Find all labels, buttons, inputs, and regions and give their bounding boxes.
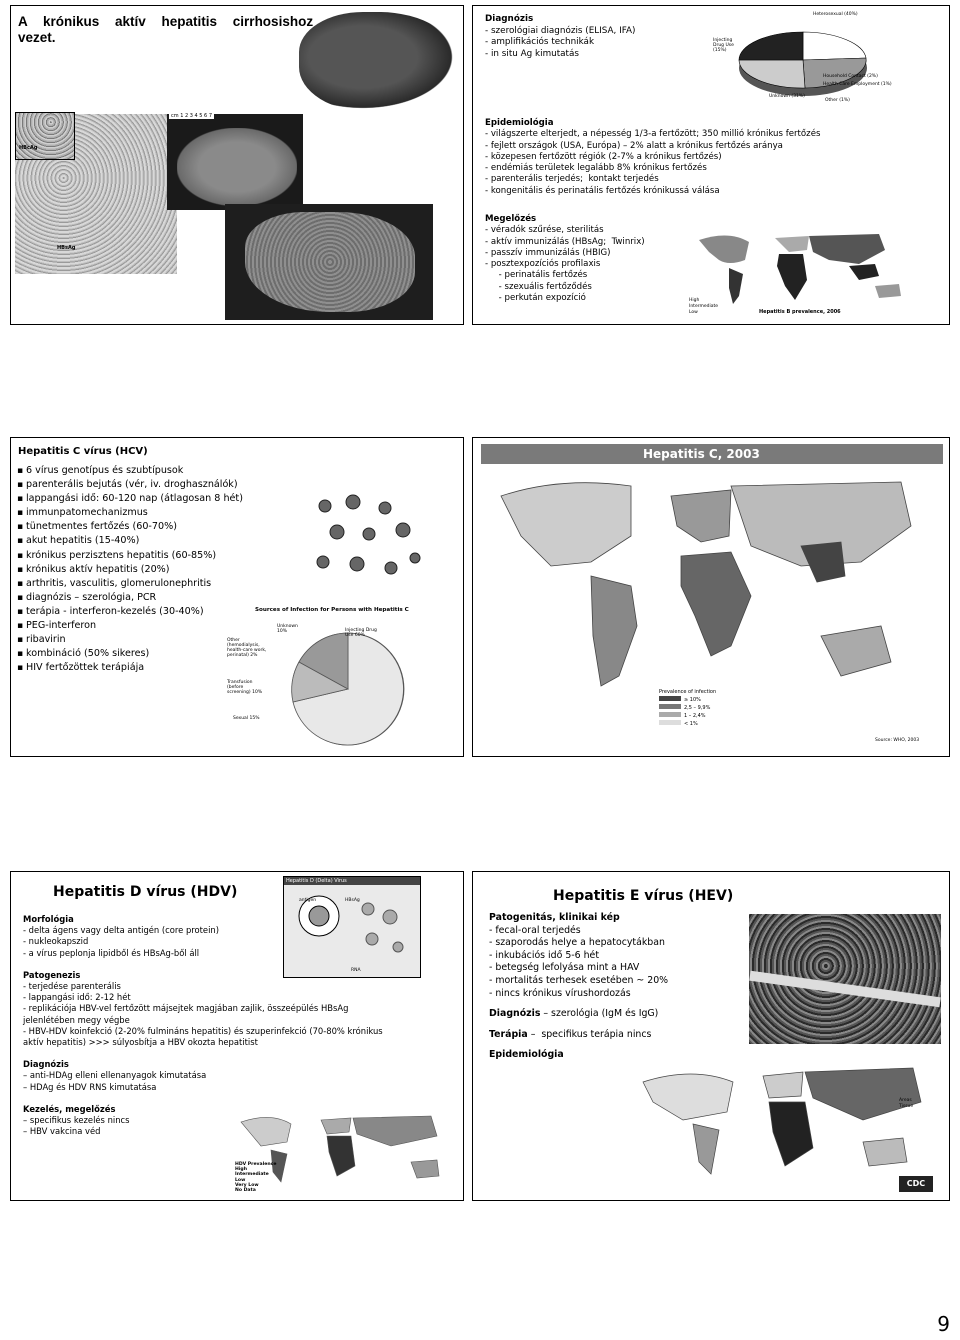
hev-map-legend: Areas [899, 1098, 912, 1103]
slide-4 [472, 437, 950, 757]
legend-item: Low [235, 1177, 246, 1183]
pie-label: Injecting Drug Use 60% [345, 628, 377, 638]
diagnosis-line: - amplifikációs technikák [485, 37, 595, 47]
epi-line: - endémiás területek legalább 8% krónikus fertőzés [485, 163, 707, 174]
hdv-legend [235, 1162, 276, 1193]
bullet-item: ▪ parenterális bejutás (vér, iv. droghasználók) [17, 478, 243, 492]
legend-title: HDV Prevalence [235, 1162, 277, 1167]
hcv-sources-pie [273, 624, 423, 754]
hdv-image-label: HBsAg [345, 898, 360, 903]
legend-item: Very Low [235, 1182, 259, 1188]
hev-map-legend: Tissue [899, 1104, 914, 1109]
prev-line: - passzív immunizálás (HBIG) [485, 247, 611, 258]
text-line: - betegség lefolyása mint a HAV [489, 962, 640, 974]
prevention-block [485, 214, 645, 304]
epi-line: - parenterális terjedés; kontakt terjedés [485, 174, 659, 185]
legend-item: 1 – 2,4% [659, 712, 739, 720]
text-line: - inkubációs idő 5-6 hét [489, 949, 599, 961]
bullet-item: ▪ ribavirin [17, 633, 243, 647]
diagnosis-line: Diagnózis – szerológia (IgM és IgG) [489, 1008, 659, 1020]
text-line: - szaporodás helye a hepatocytákban [489, 937, 665, 949]
pie-label: Other (1%) [825, 98, 850, 103]
hdv-image-label: RNA [351, 968, 361, 973]
text-line: – HDAg és HDV RNS kimutatása [23, 1081, 157, 1092]
diagnosis-block [485, 14, 635, 60]
page-number: 9 [937, 1312, 950, 1336]
cdc-logo: CDC [899, 1176, 933, 1192]
bullet-item: ▪ arthritis, vasculitis, glomerulonephritis [17, 577, 243, 591]
liver-section-photo [167, 114, 303, 210]
epi-line: - közepesen fertőzött régiók (2-7% a krónikus fertőzés) [485, 151, 722, 162]
ruler-label: cm 1 2 3 4 5 6 7 [171, 113, 213, 119]
diagnosis-line: - in situ Ag kimutatás [485, 48, 579, 59]
bullet-item: ▪ akut hepatitis (15-40%) [17, 534, 243, 548]
text-line: - delta ágens vagy delta antigén (core protein) [23, 925, 219, 936]
hdv-image-title: Hepatitis D (Delta) Virus [284, 877, 421, 885]
slide-6 [472, 871, 950, 1201]
pie-label: Heterosexual (40%) [813, 12, 858, 17]
hdv-text [23, 914, 383, 1137]
pie-title: Sources of Infection for Persons with Hepatitis C [255, 607, 409, 613]
map-caption: Hepatitis B prevalence, 2006 [759, 309, 841, 315]
hcv-map-title: Hepatitis C, 2003 [643, 447, 760, 461]
hdv-image-label: antigen [299, 898, 317, 903]
bullet-item: ▪ krónikus aktív hepatitis (20%) [17, 563, 243, 577]
slide-1 [10, 5, 464, 325]
prev-line: - aktív immunizálás (HBsAg; Twinrix) [485, 236, 645, 247]
pie-label: Other (hemodialysis, health-care work, perinatal) 2% [227, 638, 267, 658]
pathogenicity-heading: Patogenitás, klinikai kép [489, 912, 620, 923]
bullet-item: ▪ tünetmentes fertőzés (60-70%) [17, 520, 243, 534]
epi-line: - fejlett országok (USA, Európa) – 2% alatt a krónikus fertőzés aránya [485, 140, 783, 151]
pie-label: Unknown 10% [277, 624, 298, 634]
prev-line: - perinatális fertőzés [485, 270, 588, 281]
prev-line: - véradók szűrése, sterilitás [485, 225, 604, 236]
liver-gross-photo [299, 12, 459, 112]
hev-world-map [623, 1062, 941, 1196]
bullet-item: ▪ HIV fertőzöttek terápiája [17, 661, 243, 675]
diagnosis-line: - szerológiai diagnózis (ELISA, IFA) [485, 25, 636, 36]
legend-item: ≥ 10% [659, 696, 739, 704]
text-line: - HBV-HDV koinfekció (2-20% fulmináns hepatitis) és szuperinfekció (70-80% krónikus [23, 1025, 383, 1036]
hbcag-label: HBcAg [19, 145, 38, 151]
slide-6-title: Hepatitis E vírus (HEV) [553, 888, 734, 904]
bullet-item: ▪ PEG-interferon [17, 619, 243, 633]
pie-label: Unknown (31%) [769, 94, 805, 99]
text-line: - terjedése parenterális [23, 981, 121, 992]
pie-label: Injecting Drug Use (15%) [713, 38, 734, 53]
epidemiology-block [485, 118, 820, 197]
bullet-item: ▪ 6 vírus genotípus és szubtípusok [17, 464, 243, 478]
prev-line: - szexuális fertőződés [485, 281, 592, 292]
text-line: – anti-HDAg elleni ellenanyagok kimutatása [23, 1070, 207, 1081]
bullet-item: ▪ diagnózis – szerológia, PCR [17, 591, 243, 605]
map-source: Source: WHO, 2003 [875, 738, 920, 743]
epi-line: - kongenitális és perinatális fertőzés krónikussá válása [485, 185, 720, 196]
diagnosis-heading: Diagnózis [23, 1059, 69, 1070]
legend-title: Prevalence of infection [659, 689, 717, 695]
bullet-item: ▪ krónikus perzisztens hepatitis (60-85%) [17, 549, 243, 563]
epidemiology-heading: Epidemiológia [489, 1049, 564, 1061]
morphology-heading: Morfológia [23, 914, 74, 924]
slide-2 [472, 5, 950, 325]
pie-label: Health Care Employment (1%) [823, 82, 892, 87]
hbv-world-map [679, 230, 947, 320]
epi-line: - világszerte elterjedt, a népesség 1/3-a fertőzött; 350 millió krónikus fertőzés [485, 129, 821, 140]
text-line: - a vírus peplonja lipidből és HBsAg-ből áll [23, 947, 200, 958]
text-line: – HBV vakcina véd [23, 1126, 101, 1137]
hev-micrograph [749, 914, 941, 1044]
epidemiology-heading: Epidemiológia [485, 118, 554, 128]
slide-3-title: Hepatitis C vírus (HCV) [18, 446, 148, 457]
hcv-electron-micrograph [307, 492, 427, 592]
map-legend-item: Intermediate [689, 304, 719, 309]
text-line: jelenlétében megy végbe [23, 1014, 130, 1025]
legend-item: High [235, 1167, 247, 1173]
bullet-item: ▪ lappangási idő: 60-120 nap (átlagosan 8 hét) [17, 492, 243, 506]
pie-label: Transfusion (before screening) 10% [227, 680, 263, 695]
bullet-item: ▪ immunpatomechanizmus [17, 506, 243, 520]
slide-3 [10, 437, 464, 757]
text-line: - mortalitás terhesek esetében ~ 20% [489, 974, 669, 986]
legend-item: < 1% [659, 720, 739, 728]
hbv-pie-chart [709, 10, 945, 110]
hbsag-label: HBsAg [57, 245, 76, 251]
hcv-bullet-list [17, 464, 243, 675]
legend-item: Intermediate [235, 1172, 269, 1178]
histology-photo-hbcag [15, 112, 75, 160]
pie-label: Household Contact (2%) [823, 74, 878, 79]
map-legend-item: High [689, 298, 700, 303]
text-line: aktív hepatitis) >>> súlyosbítja a HBV okozta hepatitist [23, 1037, 258, 1048]
treatment-heading: Kezelés, megelőzés [23, 1103, 116, 1114]
therapy-line: Terápia – specifikus terápia nincs [489, 1028, 652, 1040]
slide-1-title: A krónikus aktív hepatitis cirrhosishoz vezet. [18, 14, 314, 45]
cirrhotic-liver-photo [225, 204, 433, 320]
slide-5-title: Hepatitis D vírus (HDV) [53, 884, 238, 900]
prev-line: - perkután expozíció [485, 293, 586, 304]
pathogenesis-heading: Patogenezis [23, 969, 81, 980]
diagnosis-heading: Diagnózis [485, 14, 534, 24]
prevention-heading: Megelőzés [485, 214, 537, 224]
text-line: - lappangási idő: 2-12 hét [23, 992, 131, 1003]
text-line: - fecal-oral terjedés [489, 924, 581, 936]
bullet-item: ▪ terápia - interferon-kezelés (30-40%) [17, 605, 243, 619]
map-legend-item: Low [689, 310, 698, 315]
slide-5 [10, 871, 464, 1201]
pie-label: Sexual 15% [233, 716, 260, 721]
bullet-item: ▪ kombináció (50% sikeres) [17, 647, 243, 661]
text-line: - nukleokapszid [23, 936, 89, 947]
legend-item: No Data [235, 1188, 256, 1194]
text-line: - nincs krónikus vírushordozás [489, 987, 631, 999]
text-line: - replikációja HBV-vel fertőzött májsejtek magjában zajlik, összeépülés HBsAg [23, 1003, 349, 1014]
prev-line: - posztexpozíciós profilaxis [485, 259, 601, 270]
hev-text [489, 912, 668, 1062]
text-line: – specifikus kezelés nincs [23, 1115, 130, 1126]
hcv-legend [659, 688, 739, 728]
legend-item: 2,5 – 9,9% [659, 704, 739, 712]
